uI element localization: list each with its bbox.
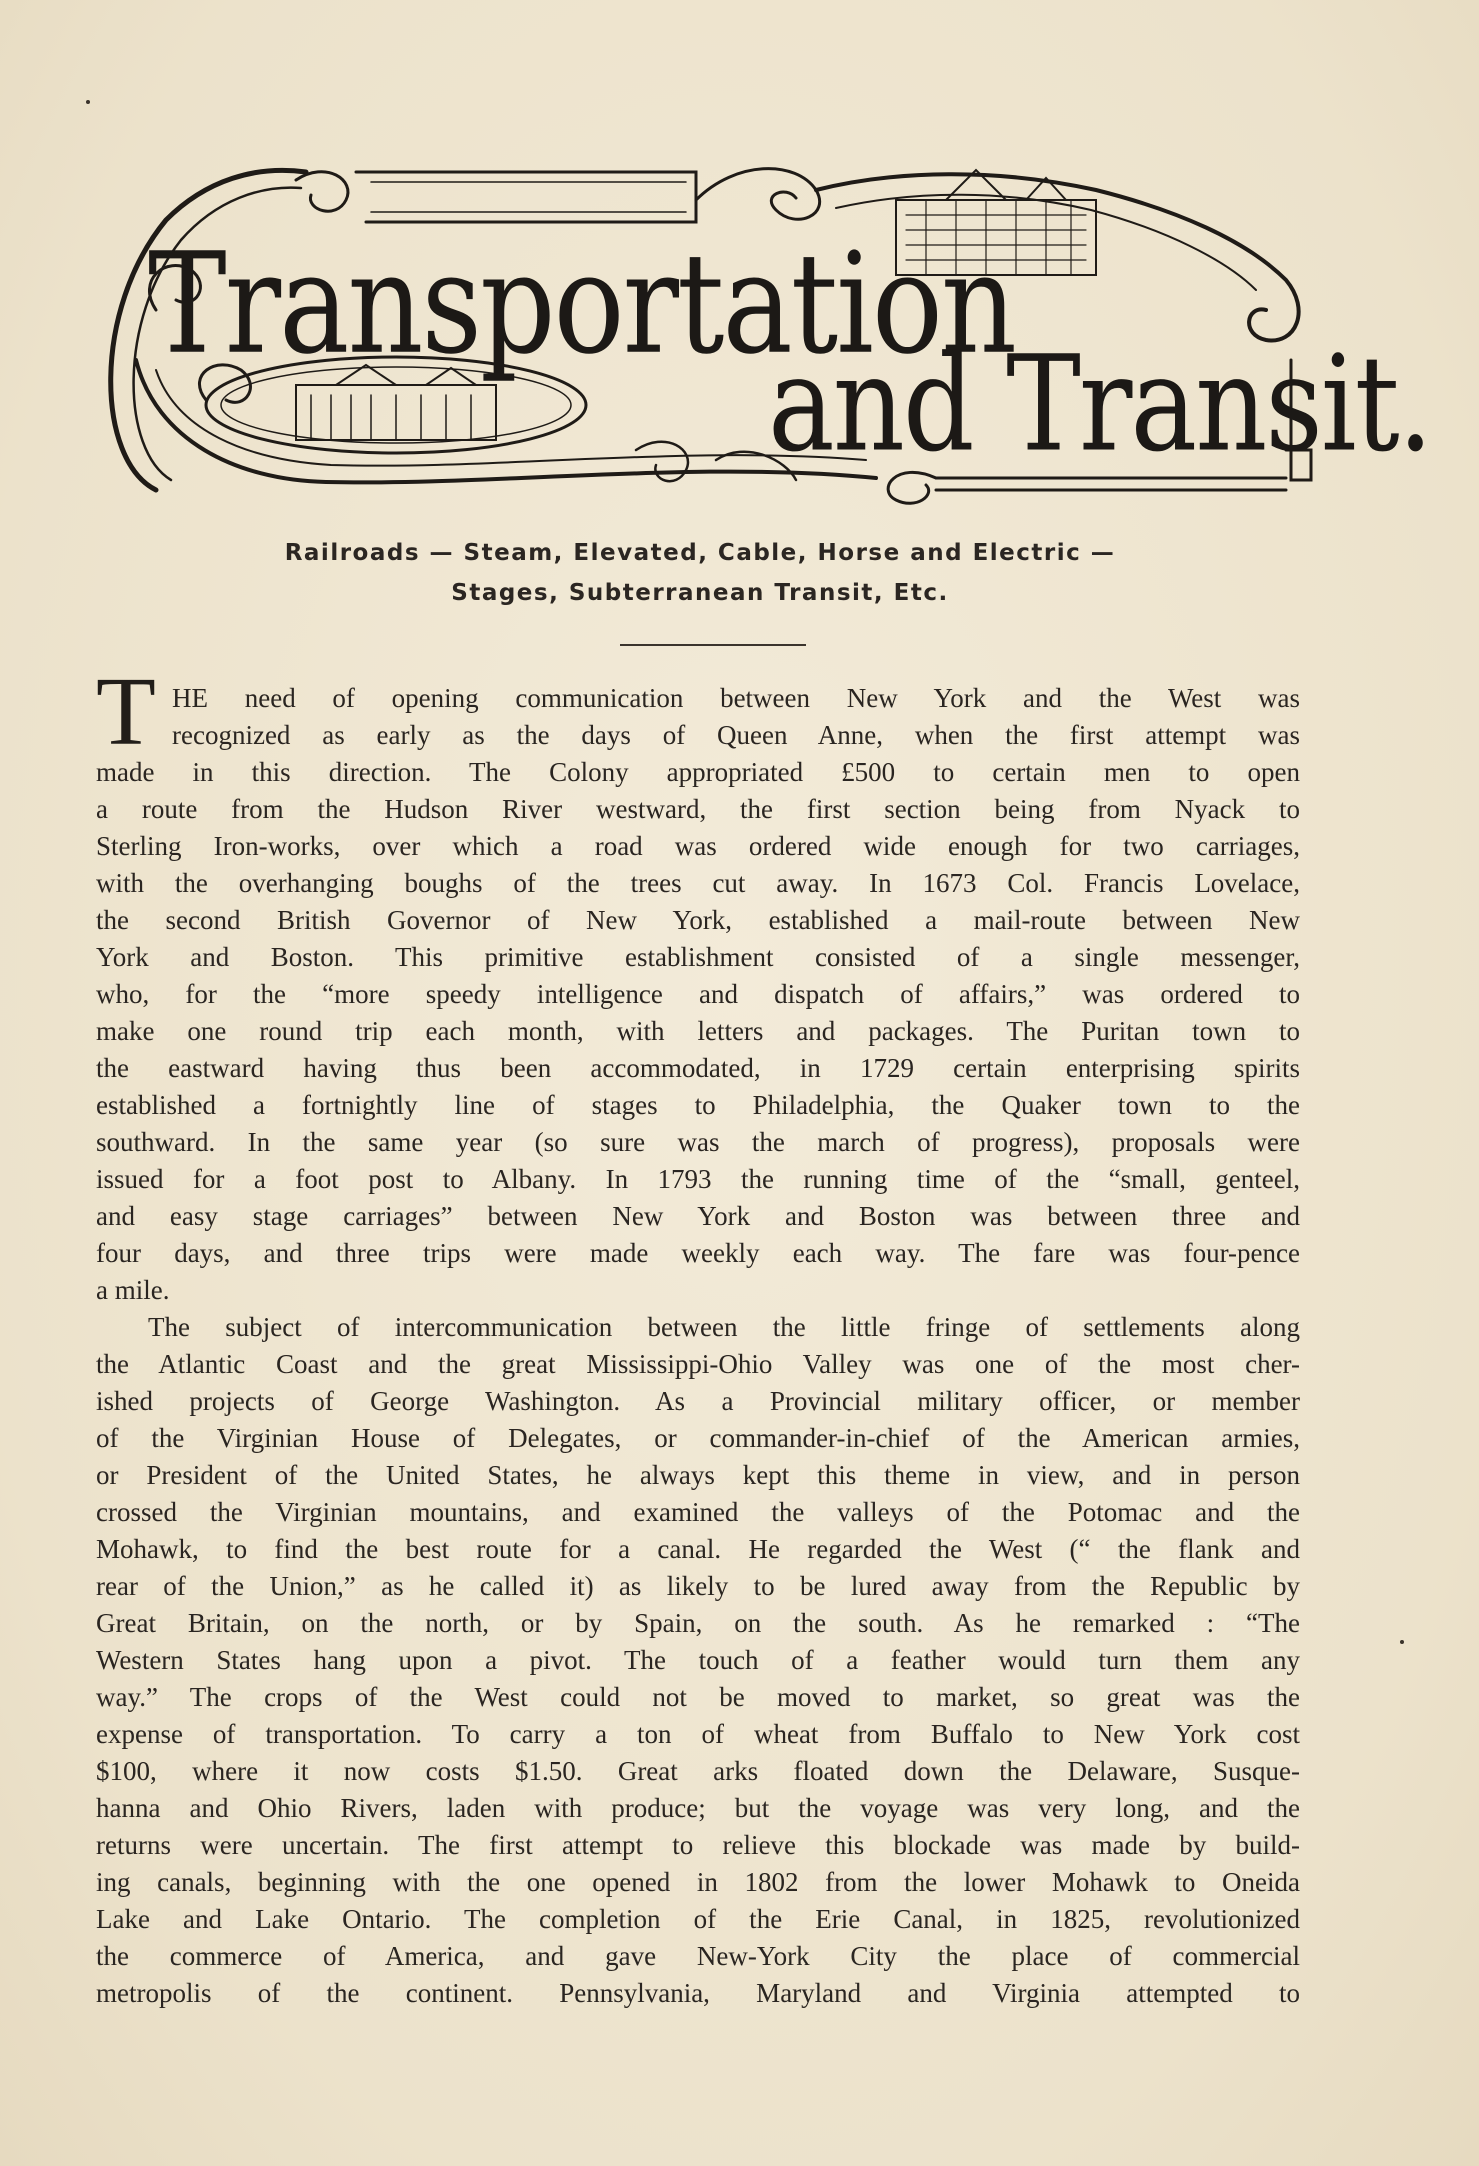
- title-transportation: Transportation: [148, 222, 1015, 385]
- title-banner: [96, 160, 1432, 510]
- subtitle-line-1: Railroads — Steam, Elevated, Cable, Horse and Electric —: [284, 540, 1116, 566]
- text-line: a mile.: [96, 1275, 170, 1305]
- text-line: returns were uncertain. The first attempt to relieve this blockade was made by build-: [96, 1830, 1300, 1860]
- drop-cap: T: [96, 658, 156, 766]
- text-line: southward. In the same year (so sure was the march of progress), proposals were: [96, 1127, 1300, 1157]
- text-line: expense of transportation. To carry a ton of wheat from Buffalo to New York cost: [96, 1719, 1300, 1749]
- text-line: four days, and three trips were made weekly each way. The fare was four-pence: [96, 1238, 1300, 1268]
- text-line: $100, where it now costs $1.50. Great arks floated down the Delaware, Susque-: [96, 1756, 1300, 1786]
- text-line: issued for a foot post to Albany. In 1793 the running time of the “small, genteel,: [96, 1164, 1300, 1194]
- text-line: the second British Governor of New York, established a mail-route between New: [96, 905, 1300, 935]
- text-line: Lake and Lake Ontario. The completion of the Erie Canal, in 1825, revolutionized: [96, 1904, 1300, 1934]
- text-line: rear of the Union,” as he called it) as likely to be lured away from the Republic by: [96, 1571, 1300, 1601]
- text-line: Sterling Iron-works, over which a road was ordered wide enough for two carriages,: [96, 831, 1300, 861]
- text-line: the Atlantic Coast and the great Mississippi-Ohio Valley was one of the most cher-: [96, 1349, 1300, 1379]
- text-line: who, for the “more speedy intelligence and dispatch of affairs,” was ordered to: [96, 979, 1300, 1009]
- text-line: Mohawk, to find the best route for a canal. He regarded the West (“ the flank and: [96, 1534, 1300, 1564]
- text-line: a route from the Hudson River westward, the first section being from Nyack to: [96, 794, 1300, 824]
- text-line: the eastward having thus been accommodated, in 1729 certain enterprising spirits: [96, 1053, 1300, 1083]
- text-line: of the Virginian House of Delegates, or commander-in-chief of the American armies,: [96, 1423, 1300, 1453]
- text-line: and easy stage carriages” between New York and Boston was between three and: [96, 1201, 1300, 1231]
- text-line: HE need of opening communication between New York and the West was: [172, 683, 1300, 713]
- text-line: The subject of intercommunication between the little fringe of settlements along: [148, 1312, 1300, 1342]
- text-line: recognized as early as the days of Queen Anne, when the first attempt was: [172, 720, 1300, 750]
- text-line: or President of the United States, he always kept this theme in view, and in person: [96, 1460, 1300, 1490]
- text-line: Great Britain, on the north, or by Spain, on the south. As he remarked : “The: [96, 1608, 1300, 1638]
- subtitle-line-2: Stages, Subterranean Transit, Etc.: [451, 580, 949, 606]
- title-and-transit: and Transit.: [768, 328, 1432, 482]
- text-line: make one round trip each month, with letters and packages. The Puritan town to: [96, 1016, 1300, 1046]
- text-line: made in this direction. The Colony appropriated £500 to certain men to open: [96, 757, 1300, 787]
- text-line: the commerce of America, and gave New-York City the place of commercial: [96, 1941, 1300, 1971]
- text-line: metropolis of the continent. Pennsylvania, Maryland and Virginia attempted to: [96, 1978, 1300, 2008]
- text-line: hanna and Ohio Rivers, laden with produce; but the voyage was very long, and the: [96, 1793, 1300, 1823]
- paper-speck: [86, 100, 90, 104]
- text-line: way.” The crops of the West could not be moved to market, so great was the: [96, 1682, 1300, 1712]
- text-line: with the overhanging boughs of the trees cut away. In 1673 Col. Francis Lovelace,: [96, 868, 1300, 898]
- text-line: Western States hang upon a pivot. The touch of a feather would turn them any: [96, 1645, 1300, 1675]
- text-line: ished projects of George Washington. As a Provincial military officer, or member: [96, 1386, 1300, 1416]
- text-line: ing canals, beginning with the one opened in 1802 from the lower Mohawk to Oneida: [96, 1867, 1300, 1897]
- paper-speck: [1400, 1640, 1404, 1644]
- text-line: York and Boston. This primitive establishment consisted of a single messenger,: [96, 942, 1300, 972]
- text-line: crossed the Virginian mountains, and examined the valleys of the Potomac and the: [96, 1497, 1300, 1527]
- section-divider: [620, 644, 806, 646]
- text-line: established a fortnightly line of stages to Philadelphia, the Quaker town to the: [96, 1090, 1300, 1120]
